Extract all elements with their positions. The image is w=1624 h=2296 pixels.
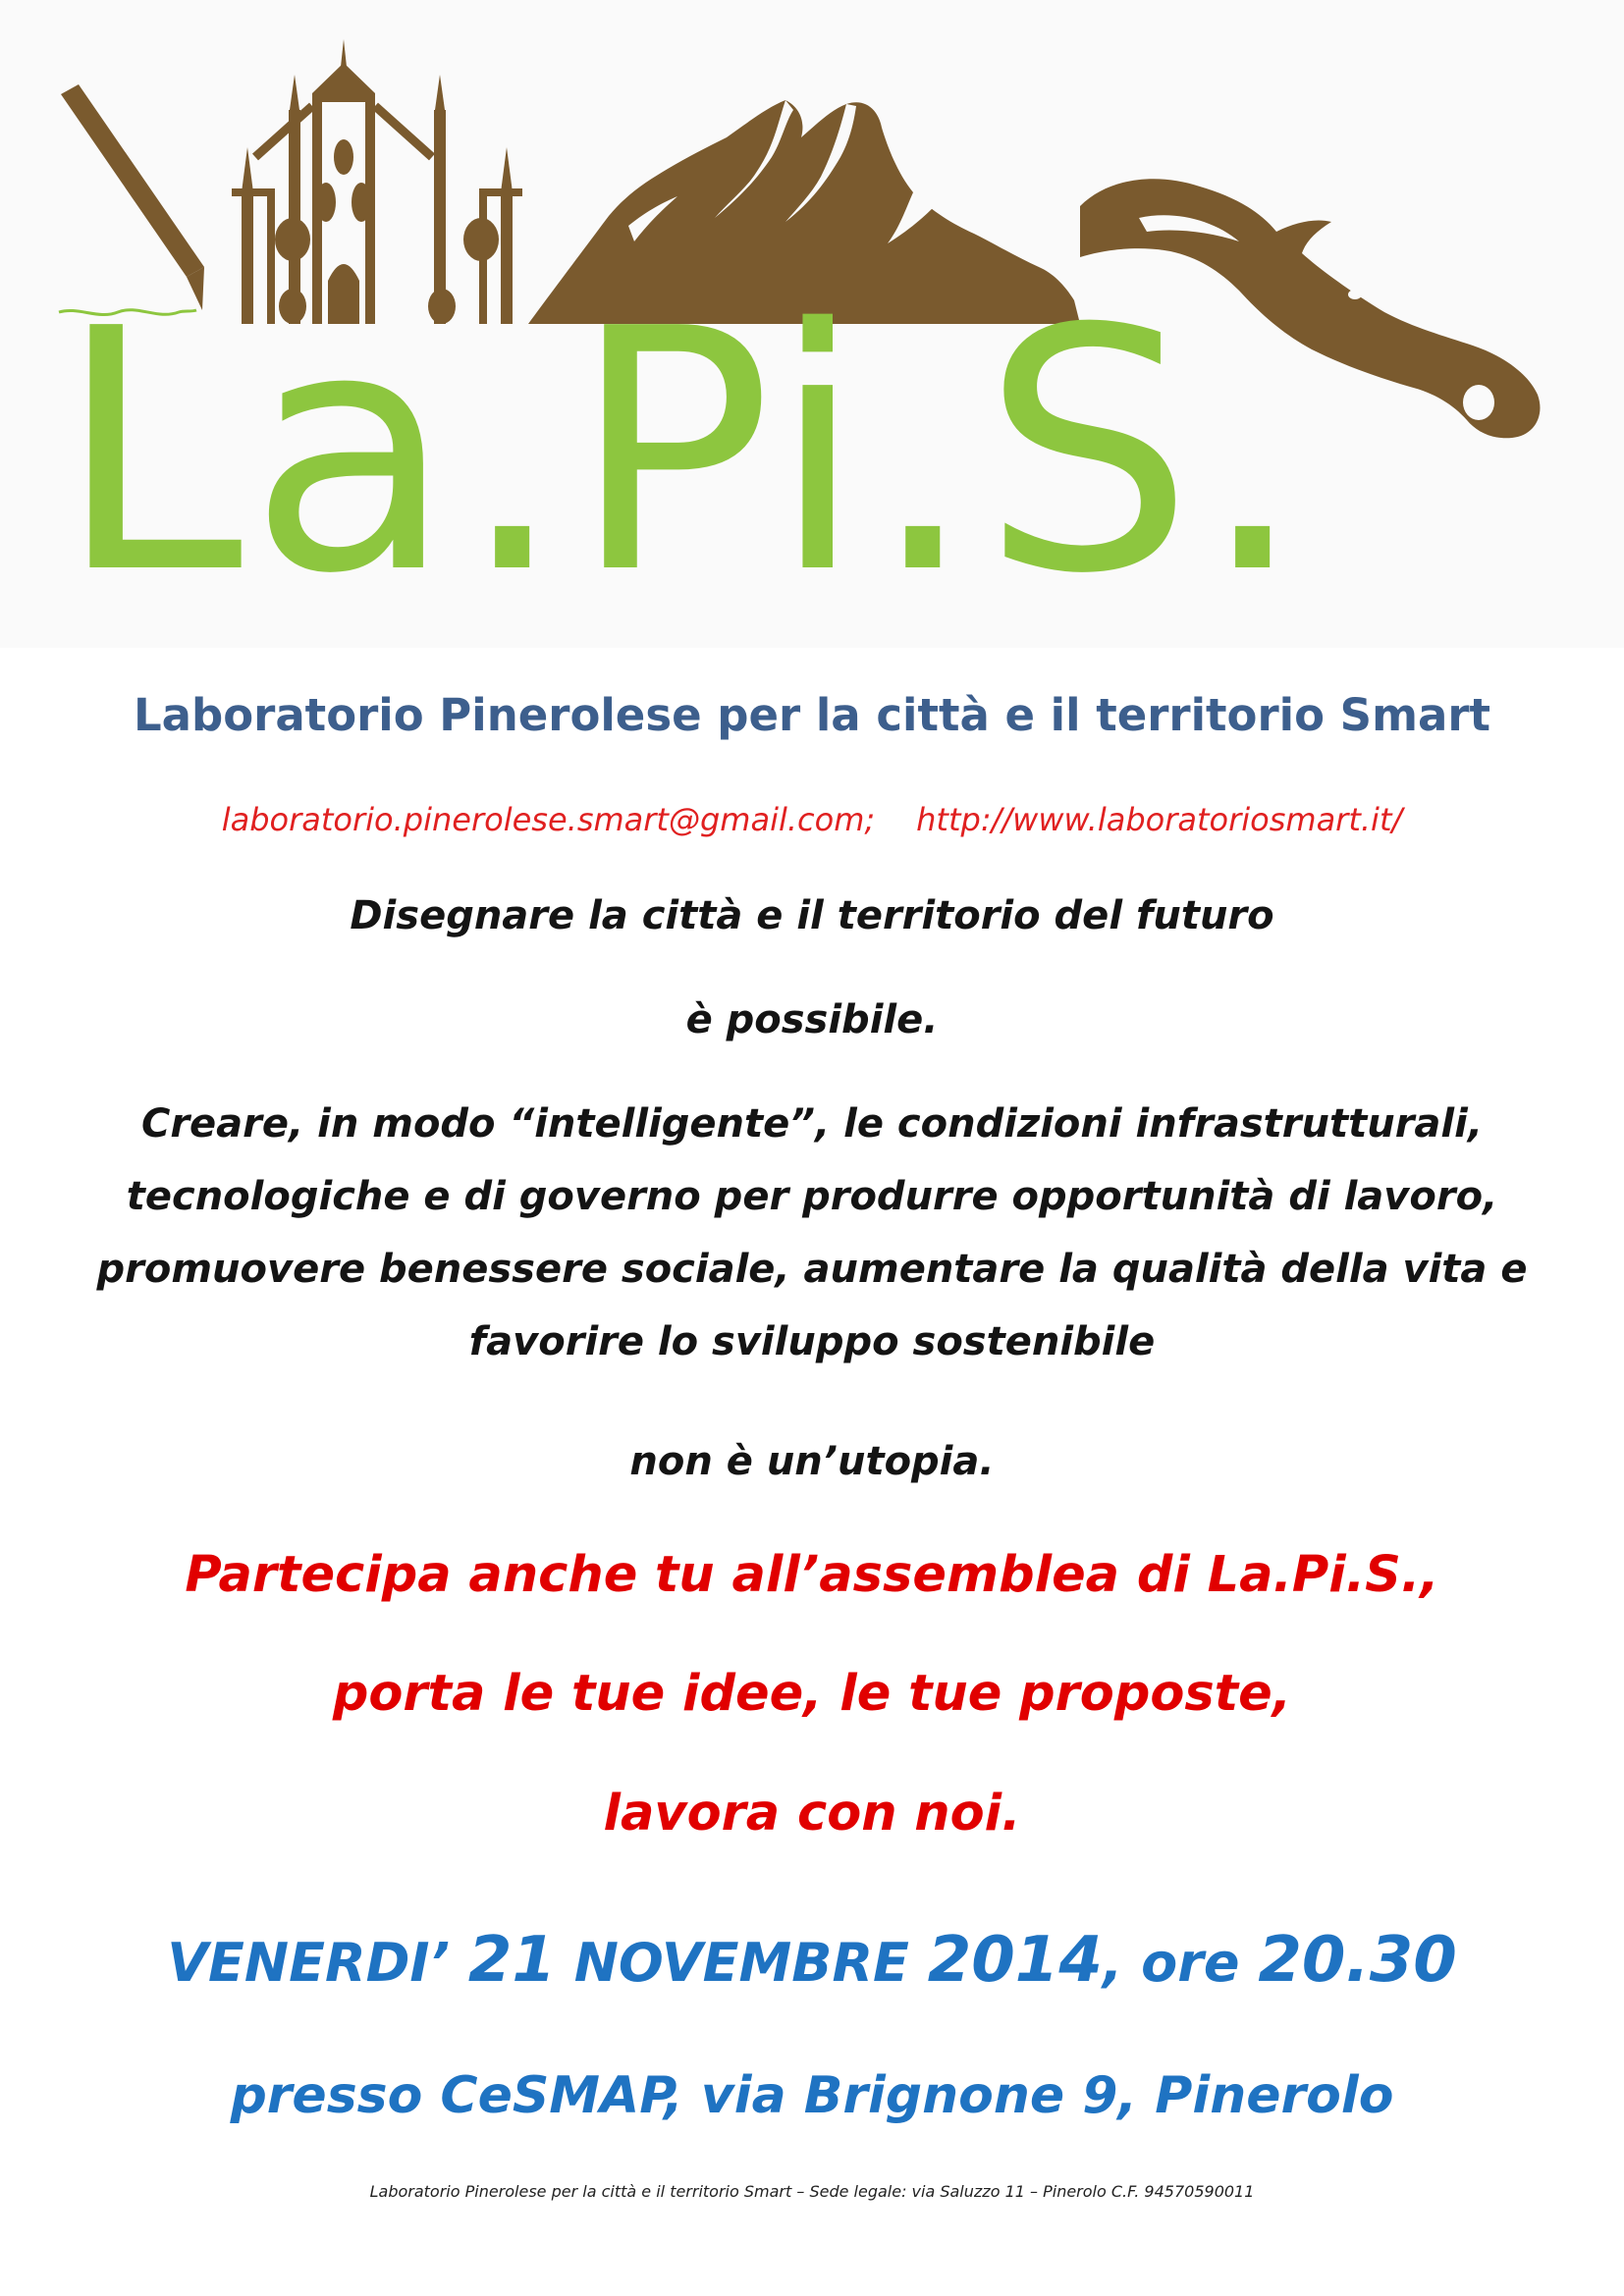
body-line-5: promuovere benessere sociale, aumentare la qualità della vita e bbox=[96, 1247, 1528, 1292]
body-line-3: Creare, in modo “intelligente”, le condizioni infrastrutturali, bbox=[140, 1101, 1484, 1147]
call-to-action-line-3: lavora con noi. bbox=[603, 1785, 1021, 1842]
website-link[interactable]: http://www.laboratoriosmart.it/ bbox=[916, 801, 1403, 838]
body-line-4: tecnologiche e di governo per produrre opportunità di lavoro, bbox=[126, 1174, 1498, 1219]
event-month: NOVEMBRE bbox=[555, 1932, 928, 1994]
event-time-label: , ore bbox=[1102, 1932, 1259, 1994]
contact-line bbox=[0, 801, 1624, 838]
lapis-logo bbox=[0, 0, 1624, 648]
event-day-label: VENERDI’ bbox=[167, 1932, 468, 1994]
email-link[interactable]: laboratorio.pinerolese.smart@gmail.com; bbox=[221, 801, 876, 838]
event-date bbox=[0, 1924, 1624, 1997]
body-line-1: Disegnare la città e il territorio del futuro bbox=[350, 893, 1274, 938]
event-year: 2014 bbox=[927, 1924, 1103, 1997]
footer-legal-text: Laboratorio Pinerolese per la città e il territorio Smart – Sede legale: via Saluzzo 11 – Pinerolo C.F. 94570590011 bbox=[369, 2182, 1255, 2201]
call-to-action-line-1: Partecipa anche tu all’assemblea di La.Pi.S., bbox=[185, 1546, 1439, 1604]
body-line-2: è possibile. bbox=[685, 997, 939, 1042]
logo-wordmark: La.Pi.S. bbox=[57, 258, 1312, 647]
body-line-7: non è un’utopia. bbox=[629, 1439, 995, 1484]
body-line-6: favorire lo sviluppo sostenibile bbox=[468, 1319, 1156, 1364]
organization-title: Laboratorio Pinerolese per la città e il territorio Smart bbox=[133, 689, 1491, 741]
event-day-number: 21 bbox=[467, 1924, 556, 1997]
event-venue: presso CeSMAP, via Brignone 9, Pinerolo bbox=[230, 2066, 1394, 2125]
call-to-action-line-2: porta le tue idee, le tue proposte, bbox=[332, 1665, 1292, 1723]
event-time: 20.30 bbox=[1258, 1924, 1457, 1997]
